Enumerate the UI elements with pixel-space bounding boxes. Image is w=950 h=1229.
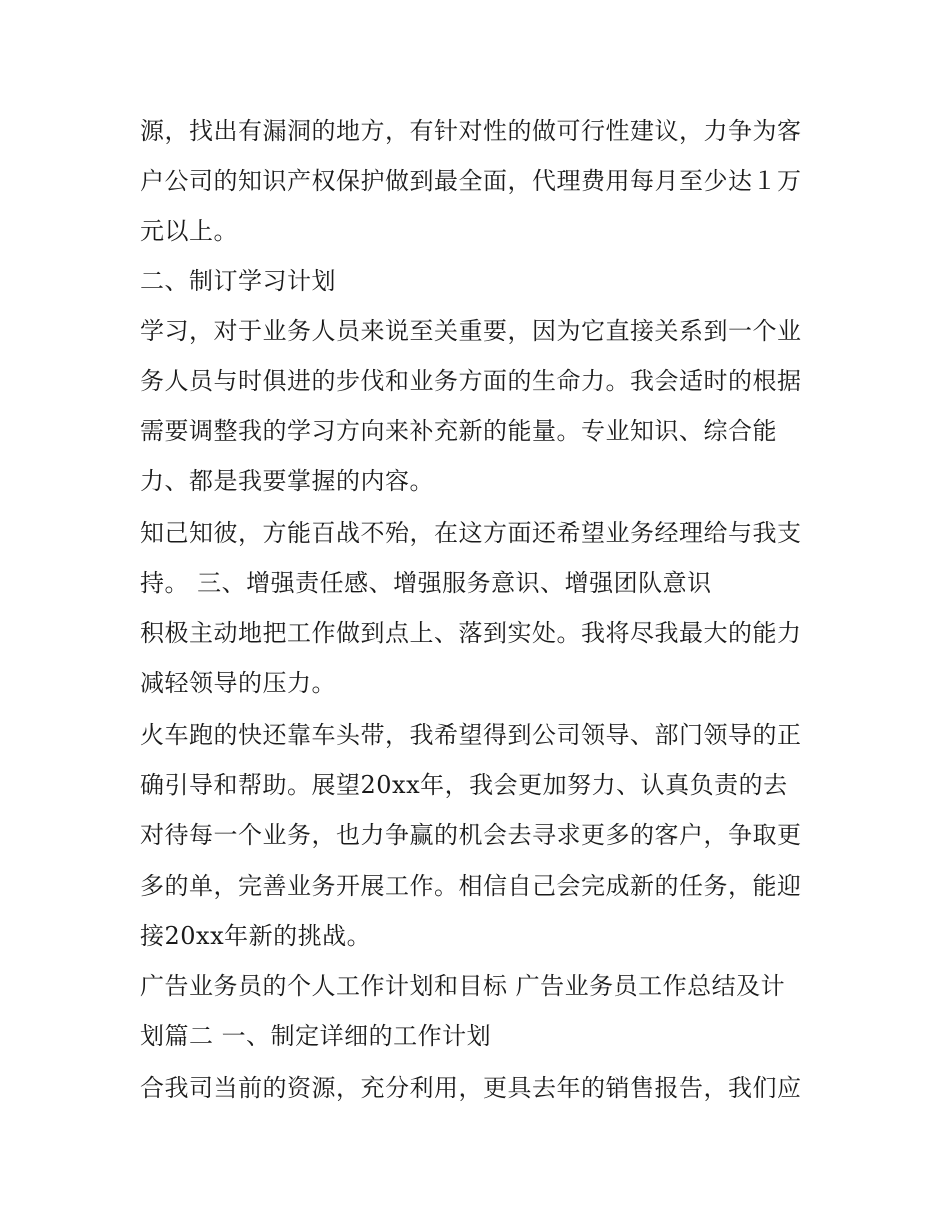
text-line: 知己知彼，方能百战不殆，在这方面还希望业务经理给与我支 [140,519,802,547]
text-line: 确引导和帮助。展望20xx年，我会更加努力、认真负责的去 [140,771,788,799]
section-heading: 二、制订学习计划 [140,267,336,295]
text-line: 力、都是我要掌握的内容。 [140,467,434,495]
text-line: 对待每一个业务，也力争赢的机会去寻求更多的客户，争取更 [140,821,802,849]
text-line: 学习，对于业务人员来说至关重要，因为它直接关系到一个业 [140,317,802,345]
text-line: 持。 三、增强责任感、增强服务意识、增强团队意识 [140,569,712,597]
text-line: 务人员与时俱进的步伐和业务方面的生命力。我会适时的根据 [140,367,802,395]
section-heading: 划篇二 一、制定详细的工作计划 [140,1022,492,1050]
text-line: 火车跑的快还靠车头带，我希望得到公司领导、部门领导的正 [140,721,802,749]
text-line: 户公司的知识产权保护做到最全面，代理费用每月至少达１万 [140,167,802,195]
text-line: 需要调整我的学习方向来补充新的能量。专业知识、综合能 [140,417,777,445]
text-line: 积极主动地把工作做到点上、落到实处。我将尽我最大的能力 [140,619,802,647]
text-line: 元以上。 [140,217,238,245]
text-line: 广告业务员的个人工作计划和目标 广告业务员工作总结及计 [140,972,786,1000]
text-line: 多的单，完善业务开展工作。相信自己会完成新的任务，能迎 [140,872,802,900]
text-line: 合我司当前的资源，充分利用，更具去年的销售报告，我们应 [140,1074,802,1102]
text-line: 源，找出有漏洞的地方，有针对性的做可行性建议，力争为客 [140,117,802,145]
text-line: 减轻领导的压力。 [140,669,336,697]
text-line: 接20xx年新的挑战。 [140,922,372,950]
